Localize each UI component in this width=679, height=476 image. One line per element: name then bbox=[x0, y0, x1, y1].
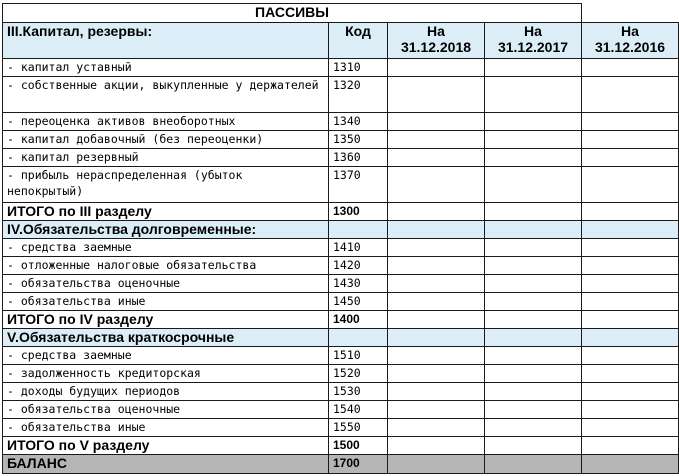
row-code: 1300 bbox=[329, 203, 388, 221]
row-code: 1450 bbox=[329, 293, 388, 311]
row-label: - капитал уставный bbox=[3, 59, 329, 77]
table-row bbox=[3, 293, 679, 311]
value-cell-2016[interactable] bbox=[582, 365, 679, 383]
row-label: - обязательства оценочные bbox=[3, 275, 329, 293]
value-cell-2017[interactable] bbox=[485, 275, 582, 293]
table-row bbox=[3, 167, 679, 203]
code-header: Код bbox=[329, 23, 388, 59]
table-row bbox=[3, 59, 679, 77]
row-code: 1320 bbox=[329, 77, 388, 113]
row-code: 1370 bbox=[329, 167, 388, 203]
value-cell-2016[interactable] bbox=[582, 347, 679, 365]
table-row bbox=[3, 77, 679, 113]
row-code: 1550 bbox=[329, 419, 388, 437]
table-row bbox=[3, 401, 679, 419]
row-code: 1510 bbox=[329, 347, 388, 365]
row-code: 1310 bbox=[329, 59, 388, 77]
row-label: ИТОГО по III разделу bbox=[3, 203, 329, 221]
table-row bbox=[3, 257, 679, 275]
table-row bbox=[3, 347, 679, 365]
row-code bbox=[329, 329, 388, 347]
value-cell-2016[interactable] bbox=[582, 221, 679, 239]
row-code: 1700 bbox=[329, 455, 388, 474]
value-cell-2016[interactable] bbox=[582, 419, 679, 437]
value-cell-2018[interactable] bbox=[388, 257, 485, 275]
value-cell-2017[interactable] bbox=[485, 257, 582, 275]
row-label: - задолженность кредиторская bbox=[3, 365, 329, 383]
row-label: БАЛАНС bbox=[3, 455, 329, 474]
value-cell-2018[interactable] bbox=[388, 149, 485, 167]
value-cell-2018[interactable] bbox=[388, 59, 485, 77]
row-label: - средства заемные bbox=[3, 347, 329, 365]
date-header-2017: На 31.12.2017 bbox=[485, 23, 582, 59]
value-cell-2016[interactable] bbox=[582, 455, 679, 474]
value-cell-2016[interactable] bbox=[582, 257, 679, 275]
value-cell-2017[interactable] bbox=[485, 365, 582, 383]
total-row bbox=[3, 437, 679, 455]
value-cell-2018[interactable] bbox=[388, 221, 485, 239]
value-cell-2016[interactable] bbox=[582, 239, 679, 257]
value-cell-2016[interactable] bbox=[582, 167, 679, 203]
date-header-2018: На 31.12.2018 bbox=[388, 23, 485, 59]
value-cell-2018[interactable] bbox=[388, 293, 485, 311]
value-cell-2017[interactable] bbox=[485, 329, 582, 347]
value-cell-2018[interactable] bbox=[388, 455, 485, 474]
value-cell-2016[interactable] bbox=[582, 275, 679, 293]
total-row bbox=[3, 203, 679, 221]
value-cell-2017[interactable] bbox=[485, 347, 582, 365]
row-label: - отложенные налоговые обязательства bbox=[3, 257, 329, 275]
row-label: - средства заемные bbox=[3, 239, 329, 257]
value-cell-2018[interactable] bbox=[388, 239, 485, 257]
section-header-capital: III.Капитал, резервы: bbox=[3, 23, 329, 59]
title-row bbox=[3, 4, 679, 23]
table-row bbox=[3, 419, 679, 437]
header-row bbox=[3, 23, 679, 59]
value-cell-2016[interactable] bbox=[582, 311, 679, 329]
value-cell-2017[interactable] bbox=[485, 131, 582, 149]
row-code bbox=[329, 221, 388, 239]
table-row bbox=[3, 383, 679, 401]
value-cell-2017[interactable] bbox=[485, 167, 582, 203]
value-cell-2016[interactable] bbox=[582, 329, 679, 347]
value-cell-2018[interactable] bbox=[388, 401, 485, 419]
value-cell-2017[interactable] bbox=[485, 383, 582, 401]
value-cell-2018[interactable] bbox=[388, 275, 485, 293]
value-cell-2018[interactable] bbox=[388, 437, 485, 455]
row-label: V.Обязательства краткосрочные bbox=[3, 329, 329, 347]
value-cell-2018[interactable] bbox=[388, 131, 485, 149]
table-row bbox=[3, 131, 679, 149]
value-cell-2016[interactable] bbox=[582, 113, 679, 131]
value-cell-2017[interactable] bbox=[485, 419, 582, 437]
value-cell-2016[interactable] bbox=[582, 401, 679, 419]
value-cell-2016[interactable] bbox=[582, 203, 679, 221]
value-cell-2017[interactable] bbox=[485, 113, 582, 131]
table-row bbox=[3, 149, 679, 167]
row-label: - обязательства оценочные bbox=[3, 401, 329, 419]
value-cell-2017[interactable] bbox=[485, 311, 582, 329]
value-cell-2018[interactable] bbox=[388, 113, 485, 131]
row-code: 1530 bbox=[329, 383, 388, 401]
section-row bbox=[3, 329, 679, 347]
row-code: 1350 bbox=[329, 131, 388, 149]
value-cell-2018[interactable] bbox=[388, 365, 485, 383]
value-cell-2016[interactable] bbox=[582, 149, 679, 167]
value-cell-2018[interactable] bbox=[388, 311, 485, 329]
value-cell-2018[interactable] bbox=[388, 77, 485, 113]
value-cell-2016[interactable] bbox=[582, 77, 679, 113]
value-cell-2018[interactable] bbox=[388, 419, 485, 437]
row-label: ИТОГО по IV разделу bbox=[3, 311, 329, 329]
value-cell-2017[interactable] bbox=[485, 437, 582, 455]
table-row bbox=[3, 239, 679, 257]
row-label: - обязательства иные bbox=[3, 293, 329, 311]
section-row bbox=[3, 221, 679, 239]
row-label: - обязательства иные bbox=[3, 419, 329, 437]
row-code: 1340 bbox=[329, 113, 388, 131]
table-row bbox=[3, 113, 679, 131]
row-code: 1400 bbox=[329, 311, 388, 329]
date-header-2016: На 31.12.2016 bbox=[582, 23, 679, 59]
value-cell-2017[interactable] bbox=[485, 149, 582, 167]
row-code: 1410 bbox=[329, 239, 388, 257]
balance-row bbox=[3, 455, 679, 474]
value-cell-2016[interactable] bbox=[582, 293, 679, 311]
value-cell-2018[interactable] bbox=[388, 347, 485, 365]
row-code: 1420 bbox=[329, 257, 388, 275]
row-code: 1540 bbox=[329, 401, 388, 419]
table-title: ПАССИВЫ bbox=[3, 4, 582, 23]
value-cell-2017[interactable] bbox=[485, 77, 582, 113]
total-row bbox=[3, 311, 679, 329]
row-label: IV.Обязательства долговременные: bbox=[3, 221, 329, 239]
row-label: - капитал резервный bbox=[3, 149, 329, 167]
row-label: - доходы будущих периодов bbox=[3, 383, 329, 401]
value-cell-2017[interactable] bbox=[485, 221, 582, 239]
value-cell-2018[interactable] bbox=[388, 329, 485, 347]
value-cell-2018[interactable] bbox=[388, 203, 485, 221]
row-code: 1360 bbox=[329, 149, 388, 167]
value-cell-2018[interactable] bbox=[388, 167, 485, 203]
row-code: 1500 bbox=[329, 437, 388, 455]
value-cell-2016[interactable] bbox=[582, 59, 679, 77]
row-label: ИТОГО по V разделу bbox=[3, 437, 329, 455]
table-row bbox=[3, 365, 679, 383]
value-cell-2018[interactable] bbox=[388, 383, 485, 401]
row-label: - собственные акции, выкупленные у держателей bbox=[3, 77, 329, 113]
row-label: - переоценка активов внеоборотных bbox=[3, 113, 329, 131]
value-cell-2017[interactable] bbox=[485, 293, 582, 311]
value-cell-2017[interactable] bbox=[485, 59, 582, 77]
value-cell-2017[interactable] bbox=[485, 203, 582, 221]
value-cell-2017[interactable] bbox=[485, 239, 582, 257]
row-code: 1430 bbox=[329, 275, 388, 293]
table-row bbox=[3, 275, 679, 293]
row-code: 1520 bbox=[329, 365, 388, 383]
value-cell-2017[interactable] bbox=[485, 455, 582, 474]
value-cell-2016[interactable] bbox=[582, 437, 679, 455]
row-label: - прибыль нераспределенная (убыток непокрытый) bbox=[3, 167, 329, 203]
row-label: - капитал добавочный (без переоценки) bbox=[3, 131, 329, 149]
value-cell-2016[interactable] bbox=[582, 131, 679, 149]
value-cell-2016[interactable] bbox=[582, 383, 679, 401]
blank-cell bbox=[582, 4, 679, 23]
value-cell-2017[interactable] bbox=[485, 401, 582, 419]
liabilities-table bbox=[2, 3, 679, 474]
